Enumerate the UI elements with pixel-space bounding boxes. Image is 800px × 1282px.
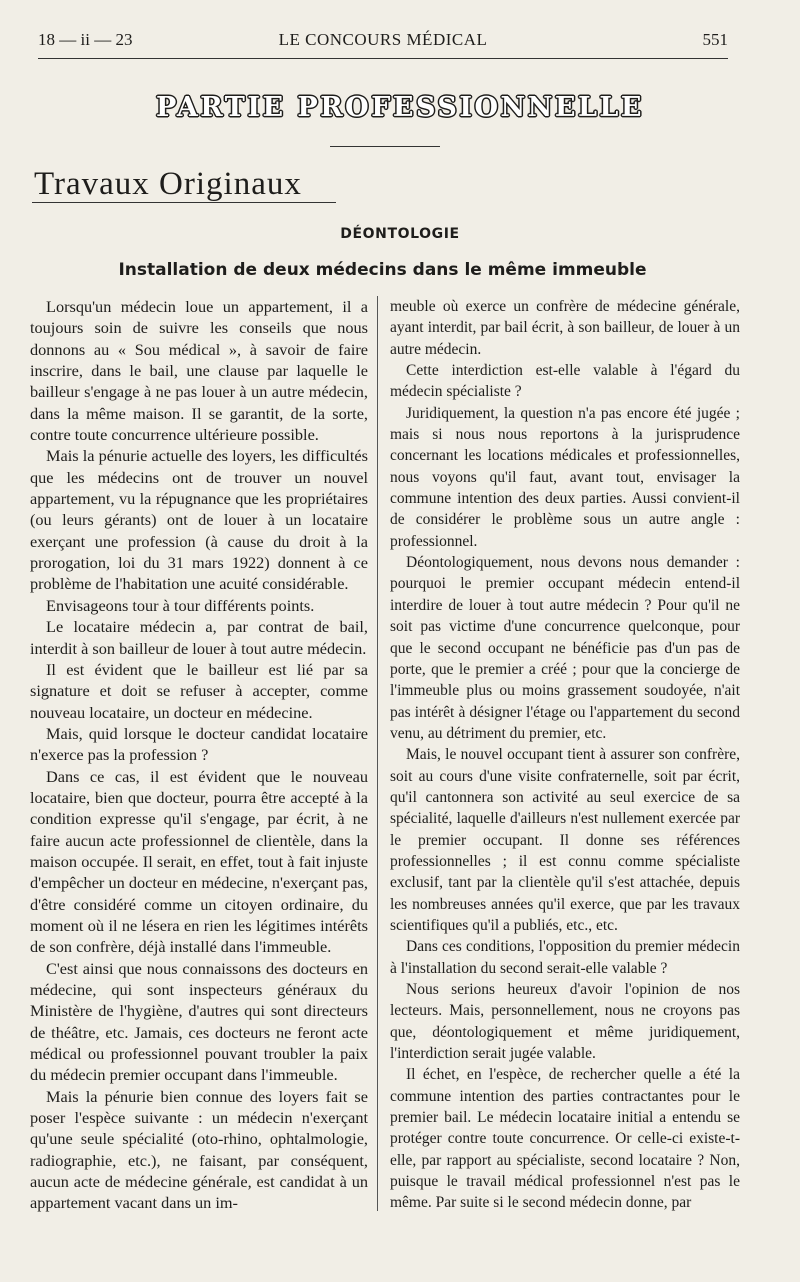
paragraph: Mais la pénurie bien connue des loyers fait se poser l'espèce suivante : un médecin n'exerçant qu'une seule spécialité (oto-rhino, ophtalmologie, radiographie, etc.), ne faisant, par conséquent, aucun acte de médecine générale, est candidat à un appartement vacant dans un im- — [30, 1086, 368, 1213]
paragraph: Lorsqu'un médecin loue un appartement, il a toujours soin de suivre les conseils que nous donnons au « Sou médical », à savoir de faire inscrire, dans le bail, une clause par laquelle le bailleur s'engage à ne pas louer à un autre médecin, dans la même maison. Il se garantit, de la sorte, contre toute concurrence ultérieure possible. — [30, 297, 368, 445]
paragraph: Mais la pénurie actuelle des loyers, les difficultés que les médecins ont de trouver un nouvel appartement, vu la répugnance que les propriétaires (ou leurs gérants) ont de louer à un locataire exerçant une profession (à cause du droit à la prorogation, loi du 31 mars 1922) donnent à ce problème de l'habitation une acuité considérable. — [30, 446, 368, 594]
paragraph: Dans ces conditions, l'opposition du premier médecin à l'installation du second serait-elle valable ? — [390, 938, 740, 977]
paragraph: Cette interdiction est-elle valable à l'égard du médecin spécialiste ? — [390, 362, 740, 401]
journal-name: LE CONCOURS MÉDICAL — [278, 30, 488, 49]
page-number: 551 — [702, 30, 728, 49]
category-heading: DÉONTOLOGIE — [340, 226, 460, 242]
paragraph: Nous serions heureux d'avoir l'opinion de nos lecteurs. Mais, personnellement, nous ne croyons pas que, déontologiquement et même juridiquement, l'interdiction serait jugée valable. — [390, 981, 740, 1063]
right-column — [390, 296, 740, 1214]
article-title: Installation de deux médecins dans le même immeuble — [118, 260, 647, 280]
column-divider — [377, 296, 378, 1211]
issue-date: 18 — ii — 23 — [38, 30, 133, 49]
paragraph: Le locataire médecin a, par contrat de bail, interdit à son bailleur de louer à tout autre médecin. — [30, 617, 368, 658]
header-rule — [38, 58, 728, 59]
left-column — [30, 296, 368, 1214]
paragraph: Mais, le nouvel occupant tient à assurer son confrère, soit au cours d'une visite confraternelle, soit par écrit, qu'il cantonnera son activité au seul exercice de sa spécialité, laquelle d'ailleurs n'est nullement exercée par le premier occupant. Il donne ses références professionnelles ; il est connu comme spécialiste exclusif, tant par la clientèle qu'il s'est attachée, depuis les nombreuses années qu'il exerce, que par les travaux scientifiques qu'il a publiés, etc., etc. — [390, 746, 740, 934]
running-head — [38, 30, 728, 54]
paragraph: Il échet, en l'espèce, de rechercher quelle a été la commune intention des parties contractantes pour le premier bail. Le médecin locataire initial a entendu se protéger contre toute concurrence. Or celle-ci existe-t-elle, par rapport au spécialiste, second locataire ? Non, puisque le travail médical professionnel n'est pas le même. Par suite si le second médecin donne, par — [390, 1066, 740, 1212]
paragraph: Il est évident que le bailleur est lié par sa signature et doit se refuser à accepter, comme nouveau locataire, un docteur en médecine. — [30, 659, 368, 722]
paragraph: Juridiquement, la question n'a pas encore été jugée ; mais si nous nous reportons à la jurisprudence concernant les locations médicales et professionnelles, nous voyons qu'il faut, avant tout, envisager la commune intention des deux parties. Aussi convient-il de considérer le problème sous un autre angle : professionnel. — [390, 404, 740, 550]
section-title-rule — [330, 146, 440, 147]
rubric-rule — [32, 202, 336, 203]
paragraph: meuble où exerce un confrère de médecine générale, ayant interdit, par bail écrit, à son bailleur, de louer à un autre médecin. — [390, 298, 740, 358]
rubric-heading: Travaux Originaux — [34, 166, 302, 202]
paragraph: Envisageons tour à tour différents points. — [46, 595, 315, 615]
paragraph: C'est ainsi que nous connaissons des docteurs en médecine, qui sont inspecteurs généraux du Ministère de l'hygiène, d'autres qui sont directeurs de théâtre, etc. Jamais, ces docteurs ne feront acte médical ou professionnel pouvant troubler la paix du médecin premier occupant dans l'immeuble. — [30, 958, 368, 1085]
paragraph: Déontologiquement, nous devons nous demander : pourquoi le premier occupant médecin entend-il interdire de louer à tout autre médecin ? Pour qu'il ne soit pas victime d'une concurrence quelconque, pour que le second occupant ne bénéficie pas d'un pas de porte, que le premier a créé ; pour que la concierge de l'immeuble plus ou moins grassement soudoyée, n'ait pas intérêt à désigner l'étage ou l'appartement du second venu, au détriment du premier, etc. — [390, 554, 740, 742]
section-title: PARTIE PROFESSIONNELLE — [155, 92, 644, 123]
paragraph: Mais, quid lorsque le docteur candidat locataire n'exerce pas la profession ? — [30, 723, 368, 765]
paragraph: Dans ce cas, il est évident que le nouveau locataire, bien que docteur, pourra être accepté à la condition expresse qu'il s'engage, par écrit, à ne faire aucun acte professionnel de clientèle, dans la maison occupée. Il serait, en effet, tout à fait injuste d'empêcher un docteur en médecine, n'exerçant pas, d'être considéré comme un citoyen ordinaire, du moment où il ne lésera en rien les légitimes intérêts de son confrère, déjà installé dans l'immeuble. — [30, 766, 368, 957]
